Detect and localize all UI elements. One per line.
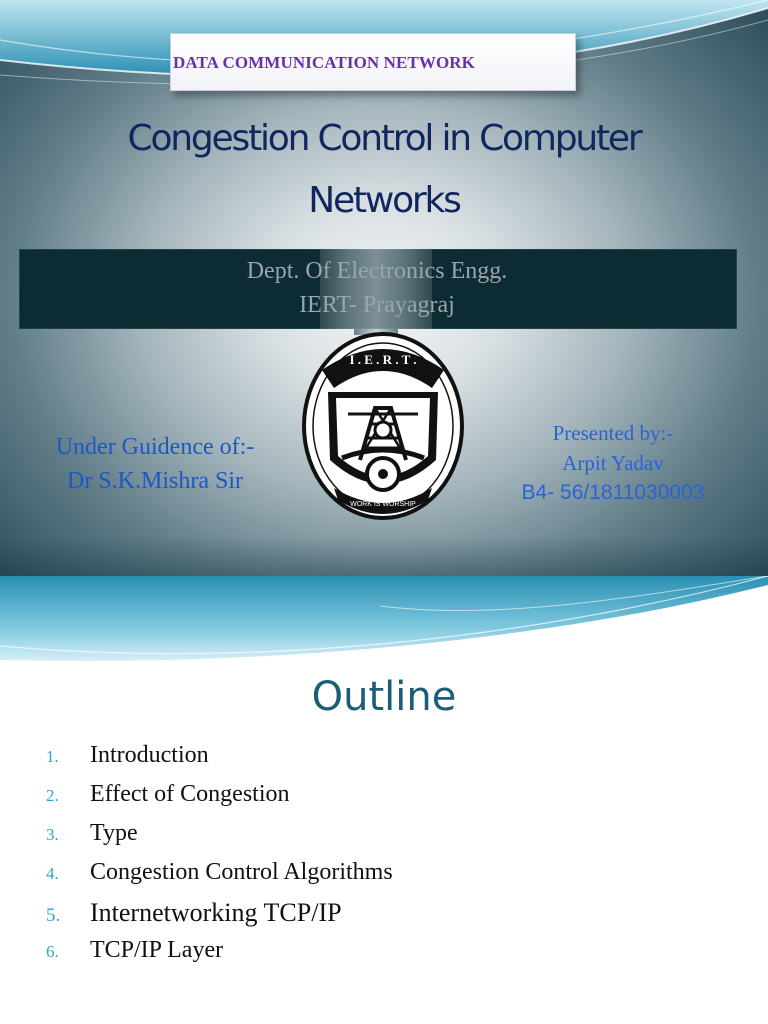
guide-name: Dr S.K.Mishra Sir [66,468,243,494]
institute-name: IERT- Prayagraj [299,292,455,318]
list-item [46,898,393,937]
list-item-text: Type [90,820,138,846]
presenter-roll-number: B4- 56/1811030003 [521,481,705,504]
outline-title: Outline [311,674,457,720]
list-item [46,742,393,781]
list-item-text: Effect of Congestion [90,781,290,807]
list-item-number: 4. [46,864,59,883]
list-item-number: 6. [46,942,59,961]
institute-logo [300,330,466,522]
title-line-2: Networks [308,180,460,221]
slide-title [40,108,728,232]
slide-bottom-shade [0,536,768,576]
logo-top-text: I . E . R . T . [349,352,417,367]
list-item [46,859,393,898]
logo-motto: WORK IS WORSHIP [350,501,416,508]
list-item-number: 3. [46,825,59,844]
list-item [46,820,393,859]
course-label: DATA COMMUNICATION NETWORK [173,53,475,72]
outline-slide [0,576,768,1024]
list-item-number: 1. [46,747,59,766]
guidance-label: Under Guidence of:- [55,434,255,460]
list-item-text: Congestion Control Algorithms [90,859,393,885]
list-item-text: Internetworking TCP/IP [90,898,342,927]
list-item-text: TCP/IP Layer [90,937,224,963]
list-item-number: 2. [46,786,59,805]
department-name: Dept. Of Electronics Engg. [246,258,508,284]
list-item [46,937,393,976]
list-item-text: Introduction [90,742,209,768]
top-wave-decoration [0,576,768,676]
title-line-1: Congestion Control in Computer [127,118,641,159]
presenter-block [468,418,758,508]
list-item [46,781,393,820]
presenter-label: Presented by:- [552,421,674,445]
outline-list [46,742,393,976]
guidance-block [20,430,290,498]
course-label-box [170,33,576,91]
presenter-name: Arpit Yadav [562,451,664,475]
list-item-number: 5. [46,905,61,926]
